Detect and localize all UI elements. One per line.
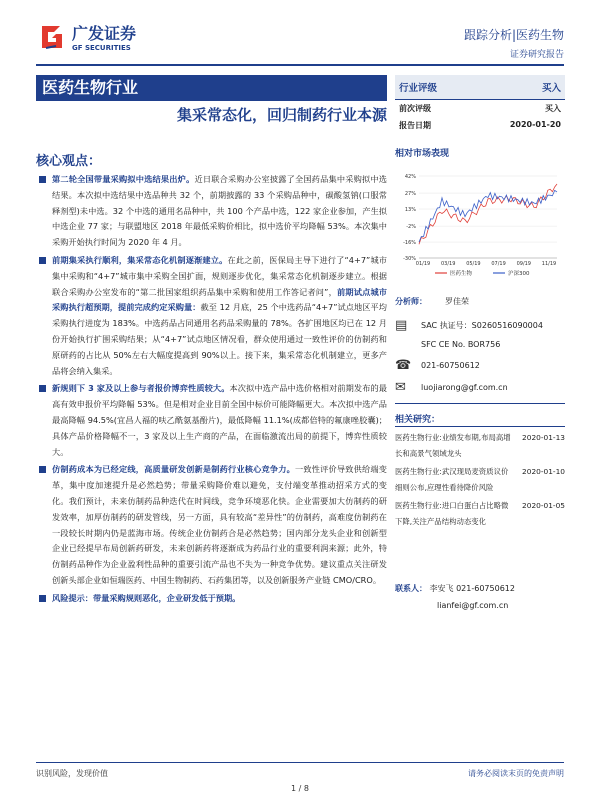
chart-x-tick: 09/19 — [516, 261, 532, 267]
page-number: 1 / 8 — [291, 784, 309, 793]
analyst-divider — [395, 403, 565, 404]
related-item-date: 2020-01-13 — [522, 433, 565, 442]
rating-row — [395, 75, 565, 99]
footer-slogan: 识别风险，发现价值 — [36, 769, 108, 778]
email-row — [395, 380, 565, 395]
bullet-square-icon — [39, 385, 46, 392]
email-icon: ✉ — [395, 380, 406, 395]
rating-value: 买入 — [541, 83, 561, 94]
industry-title: 医药生物行业 — [36, 75, 387, 101]
viewpoint-paragraph — [36, 253, 387, 379]
related-item-title: 医药生物行业:武汉现局麦资质议价细则公布,应理性看待降价风险 — [395, 467, 509, 492]
paragraph-text: 本次拟中选产品中选价格相对前期发布的最高有效申报价平均降幅 53%。但是相对企业目前全国中标价可能降幅更大。本次拟中选产品最高降幅 94.5%(宜昌人福的呋乙酰氨基酚片)，最低降幅 11.1%(成都倍特的氟康唑胶囊)；具体产品价格降幅不一，3 家及以上生产商的产品，在面临激流出局的前提下，博弈性质较大。 — [52, 383, 387, 457]
risk-warning: 风险提示：带量采购规则恶化，企业研发低于预期。 — [52, 592, 241, 603]
risk-paragraph — [36, 591, 387, 607]
report-date-row — [395, 117, 565, 134]
logo-cn: 广发证券 — [72, 24, 137, 43]
core-view-body — [36, 172, 387, 609]
chart-title: 相对市场表现 — [395, 149, 450, 159]
related-item-date: 2020-01-10 — [522, 467, 565, 476]
viewpoint-paragraph — [36, 172, 387, 251]
analyst-role: 分析师： — [395, 297, 427, 306]
contact-email[interactable]: lianfei@gf.com.cn — [437, 601, 509, 610]
report-sub: 证券研究报告 — [509, 50, 564, 60]
paragraph-emphasis: 前期试点城市采购执行超预期，提前完成约定采购量： — [52, 286, 387, 313]
related-item[interactable] — [395, 464, 565, 496]
rating-box — [395, 75, 565, 134]
prev-rating-value: 买入 — [545, 104, 561, 113]
phone-row — [395, 358, 565, 373]
report-subtitle: 集采常态化，回归制药行业本源 — [176, 106, 387, 124]
relative-performance-chart — [395, 168, 565, 283]
related-item-title: 医药生物行业:进口白蛋白占比略微下降,关注产品结构动态变化 — [395, 501, 509, 526]
related-research-title: 相关研究： — [395, 415, 441, 425]
report-date-label: 报告日期 — [399, 121, 431, 130]
chart-legend-label: 医药生物 — [450, 271, 473, 277]
chart-y-tick: -2% — [406, 224, 416, 231]
prev-rating-row — [395, 100, 565, 117]
core-view-title: 核心观点： — [36, 154, 102, 169]
footer-disclaimer: 请务必阅读末页的免责声明 — [468, 769, 564, 778]
contact-block — [395, 580, 515, 614]
contact-name-phone: 李安飞 021-60750612 — [429, 584, 515, 593]
paragraph-lead: 前期集采执行顺利，集采常态化机制逐渐建立。 — [52, 254, 228, 265]
logo-en: GF SECURITIES — [72, 44, 131, 52]
analyst-email[interactable]: luojiarong@gf.com.cn — [421, 383, 508, 392]
sac-number: SAC 执证号：S0260516090004 — [421, 321, 543, 330]
phone-icon: ☎ — [395, 358, 412, 373]
chart-series-line — [419, 190, 557, 242]
paragraph-text: 在此之前，医保局主导下进行了“4+7”城市集中采购和“4+7”城市集中采购全国扩面，规则逐步优化，集采常态化机制逐步建立。根据联合采购办公室发布的“第二批国家组织药品集中采购和使用工作答记者问”， — [52, 254, 387, 297]
id-card-icon: ▤ — [395, 318, 408, 333]
analyst-block — [395, 296, 565, 395]
paragraph-text: 截至 12 月底，25 个中选药品“4+7”试点地区平均采购执行进度为 183%。中选药品占同通用名药品采购量的 78%。各扩围地区均已在 12 月份开始执行扩围采购结果；从“4+7”试点地区情况看，群众使用通过一致性评价的仿制药和原研药的占比从 50%左右大幅度提高到 90%以上。接下来，集采常态化机制建立，更多产品将会纳入集采。 — [52, 302, 387, 376]
company-logo — [38, 22, 198, 52]
bullet-square-icon — [39, 595, 46, 602]
chart-x-tick: 11/19 — [541, 261, 557, 267]
report-date-value: 2020-01-20 — [509, 120, 561, 129]
related-divider — [395, 426, 565, 427]
bullet-square-icon — [39, 466, 46, 473]
paragraph-text: 一致性评价导致供给端变革，集中度加速提升是必然趋势；带量采购降价难以避免，支付端变革推动招采方式的变化。我们预计，未来仿制药品种迭代在时间线，竞争环境恶化快。企业需要加大仿制药的研发效率，加厚仿制药的研发管线，另一方面，具有较高“差异性”的仿制药，高难度仿制药在一段较长时期内仍是蓝海市场。传统企业仿制药合是必然趋势；国内部分龙头企业和创新型企业已经提早布局创新药研发，未来创新药将逐渐成为药品行业的重要利润来源；此外，特仿制药品种作为企业盈利性品种的重要引流产品也不失为一种竞争优势。建议重点关注研发创新头部企业如恒瑞医药、中国生物制药、石药集团等，以及创新服务产业链 CMO/CRO。 — [52, 464, 387, 585]
chart-legend-label: 沪深300 — [508, 271, 530, 277]
chart-y-tick: -30% — [403, 256, 416, 262]
analyst-phone: 021-60750612 — [421, 361, 480, 370]
related-item-date: 2020-01-05 — [522, 501, 565, 510]
related-item[interactable] — [395, 430, 565, 462]
related-item-title: 医药生物行业:业绩发布期,布局高增长和高景气领域龙头 — [395, 433, 511, 458]
paragraph-lead: 第二轮全国带量采购拟中选结果出炉。 — [52, 174, 195, 184]
report-type: 跟踪分析|医药生物 — [463, 28, 564, 42]
chart-x-tick: 05/19 — [466, 261, 481, 267]
sac-row — [395, 318, 565, 333]
analyst-name: 罗佳荣 — [445, 297, 469, 306]
footer-divider — [36, 762, 564, 763]
chart-y-tick: -16% — [403, 240, 416, 247]
chart-x-tick: 03/19 — [440, 261, 456, 267]
header-divider — [36, 64, 564, 66]
report-type-block — [464, 26, 564, 60]
bullet-square-icon — [39, 257, 46, 264]
viewpoint-paragraph — [36, 381, 387, 460]
related-research-list — [395, 430, 565, 532]
chart-y-tick: 27% — [404, 191, 416, 198]
paragraph-text: 近日联合采购办公室披露了全国药品集中采购拟中选结果。本次拟中选结果中选品种共 32 个，前期披露的 33 个采购品种中，碳酸氢钠(口服常释剂型)未中选。32 个中选的通用名品种中，共 100 个产品中选，122 家企业参加，产生拟中选企业 77 家；与联盟地区 2018 年最低采购价相比，拟中选价平均降幅 53%。本次集中采购开始执行时间为 2020 年 4 月。 — [52, 174, 387, 248]
prev-rating-label: 前次评级 — [399, 104, 431, 113]
sfc-row — [395, 340, 565, 349]
related-item[interactable] — [395, 498, 565, 530]
rating-label: 行业评级 — [399, 83, 438, 94]
contact-role: 联系人： — [395, 584, 427, 593]
paragraph-lead: 仿制药成本为已经定线，高质量研发创新是制药行业核心竞争力。 — [52, 464, 295, 475]
chart-y-tick: 42% — [404, 174, 416, 180]
paragraph-lead: 新规则下 3 家及以上参与者报价博弈性质较大。 — [52, 383, 230, 394]
chart-y-tick: 13% — [404, 207, 416, 214]
chart-x-tick: 01/19 — [415, 261, 431, 267]
viewpoint-paragraph — [36, 462, 387, 588]
bullet-square-icon — [39, 176, 46, 183]
sfc-number: SFC CE No. BOR756 — [421, 340, 501, 349]
chart-x-tick: 07/19 — [491, 261, 506, 267]
